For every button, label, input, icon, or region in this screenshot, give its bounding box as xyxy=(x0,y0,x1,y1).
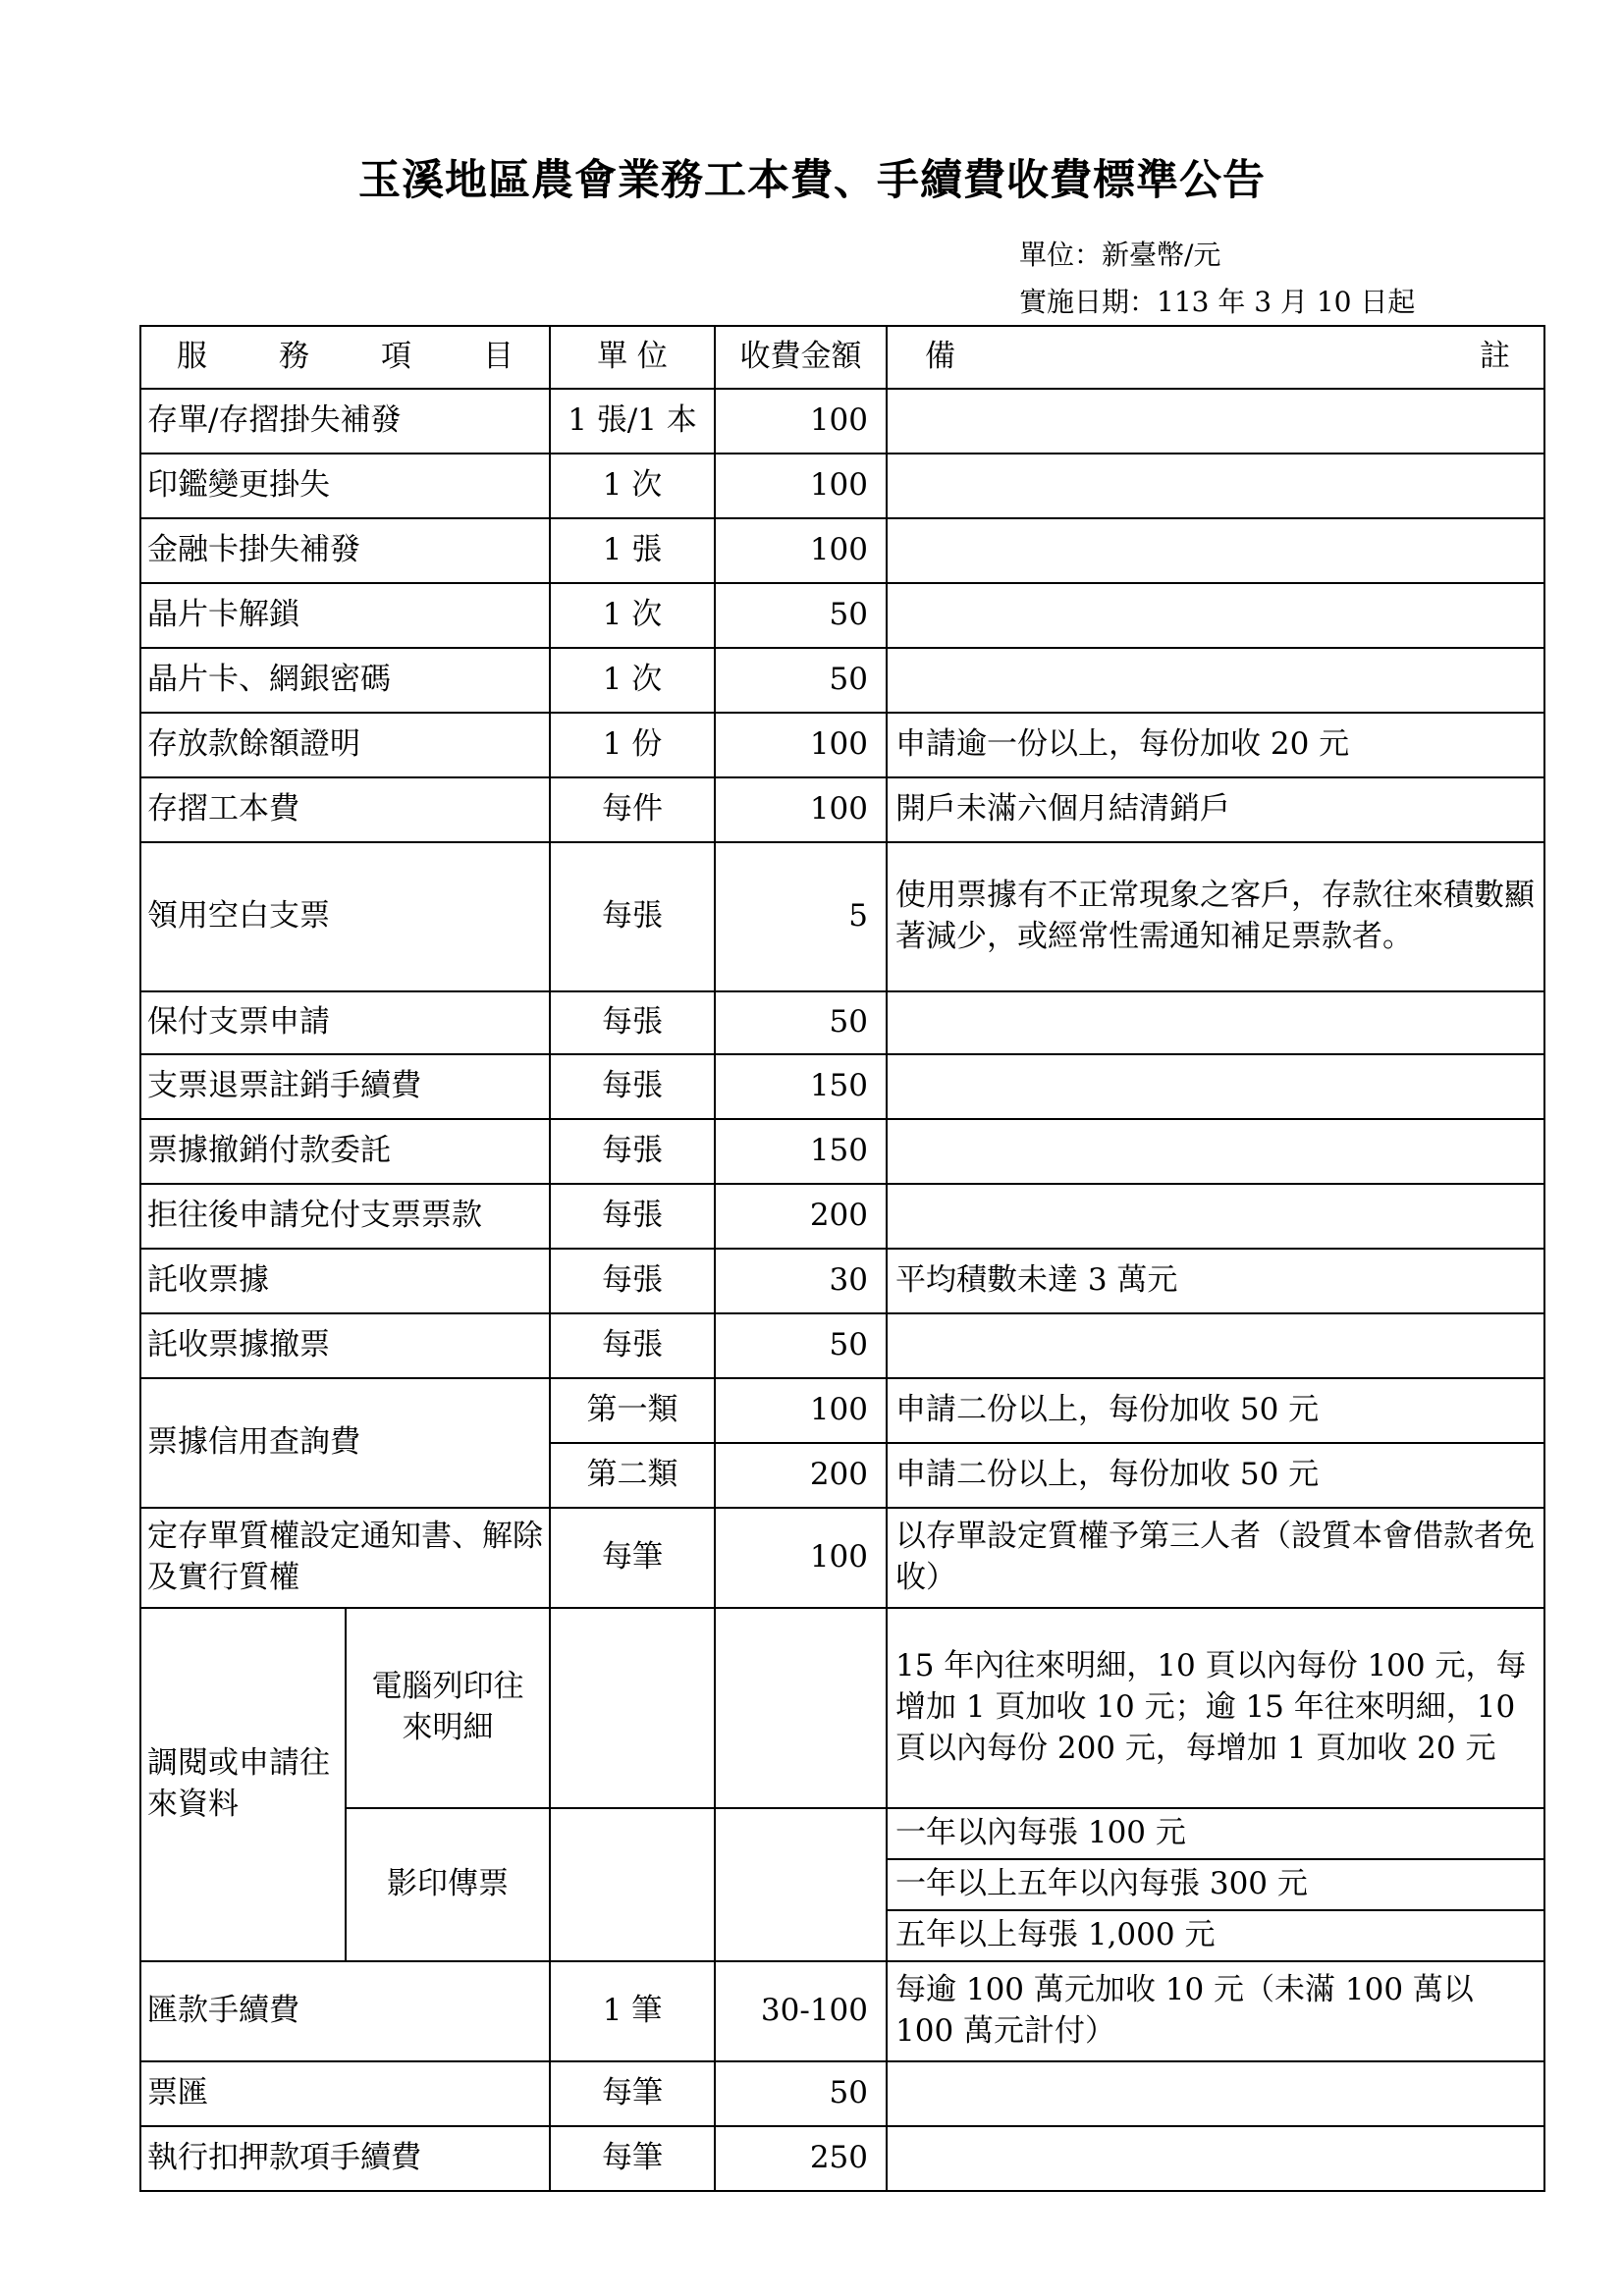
remark-cell xyxy=(887,991,1544,1054)
service-item: 託收票據 xyxy=(140,1249,550,1313)
fee-row xyxy=(140,648,1544,713)
fee-amount: 200 xyxy=(715,1443,887,1508)
header-fee xyxy=(715,326,887,389)
fee-amount: 100 xyxy=(715,1378,887,1443)
fee-schedule-table xyxy=(139,325,1545,2192)
unit-cell: 1 張/1 本 xyxy=(550,389,715,454)
remark-cell: 五年以上每張 1,000 元 xyxy=(887,1910,1544,1961)
unit-cell: 1 筆 xyxy=(550,1961,715,2061)
unit-cell: 1 張 xyxy=(550,518,715,583)
remark-cell: 每逾 100 萬元加收 10 元（未滿 100 萬以 100 萬元計付） xyxy=(887,1961,1544,2061)
fee-row xyxy=(140,991,1544,1054)
service-item: 金融卡掛失補發 xyxy=(140,518,550,583)
remark-cell xyxy=(887,1119,1544,1184)
unit-cell: 每筆 xyxy=(550,1508,715,1608)
fee-row xyxy=(140,583,1544,648)
fee-row xyxy=(140,454,1544,518)
sub-item-label: 影印傳票 xyxy=(346,1808,550,1961)
service-item: 存放款餘額證明 xyxy=(140,713,550,777)
header-service-char: 目 xyxy=(483,339,514,375)
service-item: 拒往後申請兌付支票票款 xyxy=(140,1184,550,1249)
remark-cell xyxy=(887,518,1544,583)
remark-cell xyxy=(887,389,1544,454)
unit-cell: 每張 xyxy=(550,991,715,1054)
fee-row xyxy=(140,1054,1544,1119)
fee-row xyxy=(140,777,1544,842)
fee-row xyxy=(140,1808,1544,1859)
service-item: 領用空白支票 xyxy=(140,842,550,991)
remark-cell xyxy=(887,454,1544,518)
fee-amount: 50 xyxy=(715,1313,887,1378)
fee-row xyxy=(140,713,1544,777)
unit-cell: 第一類 xyxy=(550,1378,715,1443)
fee-amount xyxy=(715,1808,887,1961)
remark-cell xyxy=(887,1054,1544,1119)
header-note-char: 註 xyxy=(1480,339,1510,375)
unit-cell: 1 次 xyxy=(550,454,715,518)
fee-amount: 50 xyxy=(715,648,887,713)
service-item: 印鑑變更掛失 xyxy=(140,454,550,518)
remark-cell: 申請二份以上，每份加收 50 元 xyxy=(887,1443,1544,1508)
service-item: 票據撤銷付款委託 xyxy=(140,1119,550,1184)
fee-row xyxy=(140,1119,1544,1184)
document-title: 玉溪地區農會業務工本費、手續費收費標準公告 xyxy=(358,156,1266,205)
unit-cell xyxy=(550,1808,715,1961)
fee-amount: 100 xyxy=(715,1508,887,1608)
service-item: 託收票據撤票 xyxy=(140,1313,550,1378)
fee-amount: 30 xyxy=(715,1249,887,1313)
fee-row xyxy=(140,1249,1544,1313)
fee-amount: 50 xyxy=(715,2061,887,2126)
remark-cell: 一年以內每張 100 元 xyxy=(887,1808,1544,1859)
service-item: 匯款手續費 xyxy=(140,1961,550,2061)
fee-amount: 100 xyxy=(715,518,887,583)
unit-cell: 1 次 xyxy=(550,583,715,648)
remark-cell: 使用票據有不正常現象之客戶，存款往來積數顯著減少，或經常性需通知補足票款者。 xyxy=(887,842,1544,991)
header-note xyxy=(887,326,1544,389)
remark-cell: 開戶未滿六個月結清銷戶 xyxy=(887,777,1544,842)
fee-amount: 200 xyxy=(715,1184,887,1249)
service-item: 晶片卡解鎖 xyxy=(140,583,550,648)
header-service-char: 項 xyxy=(381,339,411,375)
unit-cell: 每張 xyxy=(550,1119,715,1184)
fee-row xyxy=(140,1378,1544,1443)
unit-cell: 每張 xyxy=(550,1249,715,1313)
unit-cell: 1 次 xyxy=(550,648,715,713)
fee-amount: 150 xyxy=(715,1054,887,1119)
fee-row xyxy=(140,2126,1544,2191)
fee-amount: 250 xyxy=(715,2126,887,2191)
sub-item-label: 電腦列印往來明細 xyxy=(346,1608,550,1808)
fee-row xyxy=(140,518,1544,583)
unit-cell: 每張 xyxy=(550,1054,715,1119)
fee-row xyxy=(140,842,1544,991)
remark-cell xyxy=(887,1184,1544,1249)
service-item: 執行扣押款項手續費 xyxy=(140,2126,550,2191)
unit-cell: 每張 xyxy=(550,1184,715,1249)
remark-cell: 15 年內往來明細，10 頁以內每份 100 元，每增加 1 頁加收 10 元；逾 15 年往來明細，10 頁以內每份 200 元，每增加 1 頁加收 20 元 xyxy=(887,1608,1544,1808)
remark-cell xyxy=(887,583,1544,648)
service-item: 保付支票申請 xyxy=(140,991,550,1054)
fee-row xyxy=(140,1184,1544,1249)
remark-cell: 一年以上五年以內每張 300 元 xyxy=(887,1859,1544,1910)
fee-amount: 100 xyxy=(715,454,887,518)
fee-amount xyxy=(715,1608,887,1808)
remark-cell: 平均積數未達 3 萬元 xyxy=(887,1249,1544,1313)
unit-cell: 1 份 xyxy=(550,713,715,777)
header-fee-label: 收費金額 xyxy=(739,339,862,375)
unit-cell: 每筆 xyxy=(550,2126,715,2191)
fee-table-body xyxy=(140,326,1544,2191)
remark-cell xyxy=(887,648,1544,713)
service-item: 存摺工本費 xyxy=(140,777,550,842)
remark-cell: 申請二份以上，每份加收 50 元 xyxy=(887,1378,1544,1443)
fee-amount: 100 xyxy=(715,777,887,842)
unit-cell: 每張 xyxy=(550,1313,715,1378)
unit-cell: 每筆 xyxy=(550,2061,715,2126)
unit-cell: 每張 xyxy=(550,842,715,991)
unit-cell: 第二類 xyxy=(550,1443,715,1508)
unit-cell xyxy=(550,1608,715,1808)
fee-amount: 50 xyxy=(715,991,887,1054)
remark-cell xyxy=(887,1313,1544,1378)
unit-cell: 每件 xyxy=(550,777,715,842)
remark-cell xyxy=(887,2061,1544,2126)
service-item: 支票退票註銷手續費 xyxy=(140,1054,550,1119)
service-item: 存單/存摺掛失補發 xyxy=(140,389,550,454)
table-header-row xyxy=(140,326,1544,389)
effective-date-line: 實施日期：113 年 3 月 10 日起 xyxy=(1019,286,1416,318)
fee-amount: 5 xyxy=(715,842,887,991)
service-item: 票據信用查詢費 xyxy=(140,1378,550,1508)
header-service-char: 服 xyxy=(177,339,207,375)
currency-unit-line: 單位：新臺幣/元 xyxy=(1019,239,1221,271)
header-unit-label: 單 位 xyxy=(597,339,668,375)
service-item: 晶片卡、網銀密碼 xyxy=(140,648,550,713)
fee-amount: 150 xyxy=(715,1119,887,1184)
fee-row xyxy=(140,1508,1544,1608)
fee-row xyxy=(140,1961,1544,2061)
header-unit xyxy=(550,326,715,389)
service-item: 定存單質權設定通知書、解除及實行質權 xyxy=(140,1508,550,1608)
remark-cell: 以存單設定質權予第三人者（設質本會借款者免收） xyxy=(887,1508,1544,1608)
fee-row xyxy=(140,1608,1544,1808)
remark-cell xyxy=(887,2126,1544,2191)
header-service-item xyxy=(140,326,550,389)
header-note-char: 備 xyxy=(925,339,955,375)
fee-row xyxy=(140,1313,1544,1378)
fee-amount: 100 xyxy=(715,713,887,777)
fee-row xyxy=(140,2061,1544,2126)
fee-row xyxy=(140,389,1544,454)
remark-cell: 申請逾一份以上，每份加收 20 元 xyxy=(887,713,1544,777)
fee-amount: 50 xyxy=(715,583,887,648)
fee-amount: 30-100 xyxy=(715,1961,887,2061)
service-item: 票匯 xyxy=(140,2061,550,2126)
fee-amount: 100 xyxy=(715,389,887,454)
service-item: 調閱或申請往來資料 xyxy=(140,1608,346,1961)
header-service-char: 務 xyxy=(279,339,309,375)
